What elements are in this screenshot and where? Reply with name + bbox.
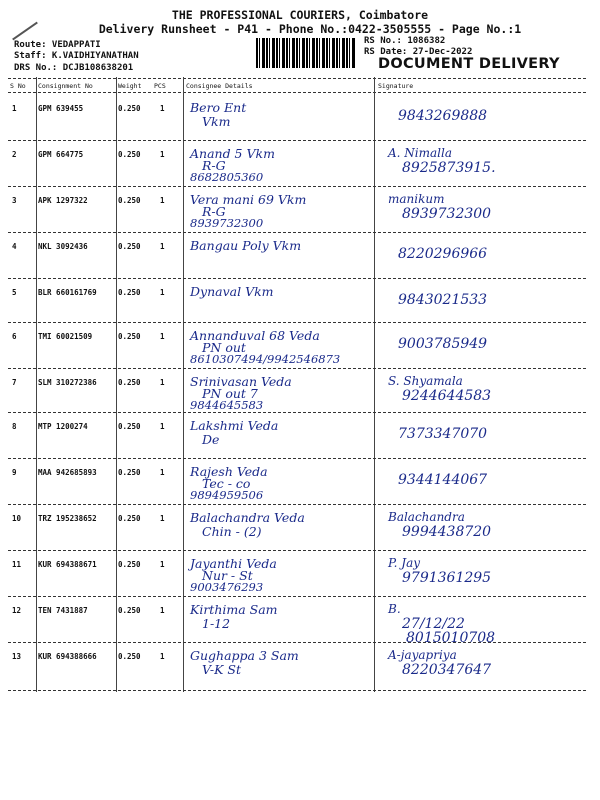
signature-phone: 9994438720	[402, 524, 492, 540]
column-rule	[36, 77, 37, 692]
signature-phone: 8220296966	[398, 246, 488, 262]
consignee-detail: Bangau Poly Vkm	[190, 238, 302, 253]
consignee-detail: R-G	[202, 158, 226, 173]
signature-phone: 9344144067	[398, 472, 488, 488]
consignee-detail: Dynaval Vkm	[190, 284, 274, 299]
consignee-detail: Balachandra Veda	[190, 510, 305, 525]
row-divider	[8, 642, 586, 643]
row-divider	[8, 550, 586, 551]
row-divider	[8, 458, 586, 459]
column-rule	[116, 77, 117, 692]
consignee-detail: Rajesh Veda	[190, 464, 268, 479]
weight-value: 0.250	[118, 560, 141, 569]
weight-value: 0.250	[118, 422, 141, 431]
weight-value: 0.250	[118, 514, 141, 523]
serial-number: 4	[12, 242, 17, 251]
consignee-detail: Srinivasan Veda	[190, 374, 292, 389]
signature-phone: 27/12/22	[402, 616, 465, 632]
weight-value: 0.250	[118, 606, 141, 615]
serial-number: 8	[12, 422, 17, 431]
signature-name: P. Jay	[388, 556, 421, 570]
col-header-sno: S No	[10, 82, 26, 90]
pieces-count: 1	[160, 606, 165, 615]
signature-phone: 9244644583	[402, 388, 492, 404]
consignee-detail: Vkm	[202, 114, 231, 129]
serial-number: 11	[12, 560, 22, 569]
column-rule	[183, 77, 184, 692]
consignee-detail: 1-12	[202, 616, 231, 631]
signature-phone: 8939732300	[402, 206, 492, 222]
consignee-detail: 9003476293	[190, 580, 264, 594]
serial-number: 7	[12, 378, 17, 387]
pieces-count: 1	[160, 242, 165, 251]
pieces-count: 1	[160, 104, 165, 113]
consignee-detail: PN out 7	[202, 386, 258, 401]
serial-number: 2	[12, 150, 17, 159]
consignment-number: BLR 660161769	[38, 288, 97, 297]
serial-number: 9	[12, 468, 17, 477]
pieces-count: 1	[160, 288, 165, 297]
row-divider	[8, 596, 586, 597]
consignment-number: SLM 310272386	[38, 378, 97, 387]
row-divider	[8, 504, 586, 505]
pieces-count: 1	[160, 560, 165, 569]
divider	[8, 78, 586, 79]
consignment-number: MTP 1200274	[38, 422, 88, 431]
row-divider	[8, 186, 586, 187]
serial-number: 5	[12, 288, 17, 297]
row-divider	[8, 322, 586, 323]
pieces-count: 1	[160, 514, 165, 523]
consignee-detail: Chin - (2)	[202, 524, 262, 539]
col-header-pcs: PCS	[154, 82, 166, 90]
col-header-consignee: Consignee Details	[186, 82, 253, 90]
consignee-detail: Vera mani 69 Vkm	[190, 192, 307, 207]
signature-phone: 9843021533	[398, 292, 488, 308]
consignee-detail: Anand 5 Vkm	[190, 146, 275, 161]
row-divider	[8, 368, 586, 369]
divider	[8, 92, 586, 93]
pieces-count: 1	[160, 196, 165, 205]
consignee-detail: Kirthima Sam	[190, 602, 278, 617]
serial-number: 1	[12, 104, 17, 113]
consignee-detail: Gughappa 3 Sam	[190, 648, 299, 663]
staff-label: Staff: K.VAIDHIYANATHAN	[14, 51, 139, 61]
pieces-count: 1	[160, 652, 165, 661]
row-divider	[8, 140, 586, 141]
consignment-number: NKL 3092436	[38, 242, 88, 251]
row-divider	[8, 232, 586, 233]
route-label: Route: VEDAPPATI	[14, 40, 101, 50]
consignee-detail: 9844645583	[190, 398, 264, 412]
consignment-number: GPM 664775	[38, 150, 84, 159]
column-rule	[374, 77, 375, 692]
signature-phone: 8015010708	[406, 630, 496, 646]
pieces-count: 1	[160, 378, 165, 387]
col-header-weight: Weight	[118, 82, 142, 90]
consignee-detail: 8610307494/9942546873	[190, 352, 341, 366]
signature-phone: 9003785949	[398, 336, 488, 352]
consignee-detail: Tec - co	[202, 476, 251, 491]
signature-phone: 9791361295	[402, 570, 492, 586]
row-divider	[8, 690, 586, 691]
document-delivery-heading: DOCUMENT DELIVERY	[378, 56, 560, 72]
signature-phone: 9843269888	[398, 108, 488, 124]
signature-phone: 8925873915.	[402, 160, 496, 176]
weight-value: 0.250	[118, 104, 141, 113]
consignee-detail: V-K St	[202, 662, 242, 677]
signature-name: Balachandra	[388, 510, 465, 524]
signature-phone: 7373347070	[398, 426, 488, 442]
serial-number: 3	[12, 196, 17, 205]
consignment-number: APK 1297322	[38, 196, 88, 205]
drs-number: DRS No.: DCJB108638201	[14, 63, 134, 73]
serial-number: 13	[12, 652, 22, 661]
consignee-detail: 8939732300	[190, 216, 264, 230]
signature-name: A. Nimalla	[388, 146, 452, 160]
col-header-signature: Signature	[378, 82, 414, 90]
consignee-detail: 9894959506	[190, 488, 264, 502]
consignee-detail: Jayanthi Veda	[190, 556, 277, 571]
pieces-count: 1	[160, 422, 165, 431]
consignment-number: GPM 639455	[38, 104, 84, 113]
barcode-image	[256, 38, 356, 68]
consignee-detail: Annanduval 68 Veda	[190, 328, 320, 343]
consignee-detail: Nur - St	[202, 568, 253, 583]
signature-name: B.	[388, 602, 401, 616]
signature-name: manikum	[388, 192, 445, 206]
pieces-count: 1	[160, 468, 165, 477]
weight-value: 0.250	[118, 288, 141, 297]
weight-value: 0.250	[118, 378, 141, 387]
signature-name: S. Shyamala	[388, 374, 463, 388]
rs-date: RS Date: 27-Dec-2022	[364, 47, 473, 57]
consignment-number: TEN 7431887	[38, 606, 88, 615]
signature-name: A-jayapriya	[388, 648, 457, 662]
consignment-number: TRZ 195238652	[38, 514, 97, 523]
weight-value: 0.250	[118, 150, 141, 159]
weight-value: 0.250	[118, 332, 141, 341]
serial-number: 12	[12, 606, 22, 615]
consignment-number: KUR 694388666	[38, 652, 97, 661]
row-divider	[8, 412, 586, 413]
weight-value: 0.250	[118, 242, 141, 251]
consignee-detail: 8682805360	[190, 170, 264, 184]
row-divider	[8, 278, 586, 279]
consignment-number: MAA 942685893	[38, 468, 97, 477]
col-header-consignment: Consignment No	[38, 82, 93, 90]
company-title: THE PROFESSIONAL COURIERS, Coimbatore	[171, 8, 429, 22]
weight-value: 0.250	[118, 652, 141, 661]
serial-number: 10	[12, 514, 22, 523]
consignee-detail: R-G	[202, 204, 226, 219]
serial-number: 6	[12, 332, 17, 341]
signature-phone: 8220347647	[402, 662, 492, 678]
pieces-count: 1	[160, 332, 165, 341]
consignee-detail: PN out	[202, 340, 246, 355]
weight-value: 0.250	[118, 468, 141, 477]
consignee-detail: De	[202, 432, 220, 447]
consignee-detail: Bero Ent	[190, 100, 247, 115]
pieces-count: 1	[160, 150, 165, 159]
consignee-detail: Lakshmi Veda	[190, 418, 279, 433]
runsheet-subtitle: Delivery Runsheet - P41 - Phone No.:0422-3505555 - Page No.:1	[98, 22, 522, 36]
consignment-number: KUR 694388671	[38, 560, 97, 569]
rs-number: RS No.: 1086382	[364, 36, 446, 46]
consignment-number: TMI 60021509	[38, 332, 93, 341]
weight-value: 0.250	[118, 196, 141, 205]
